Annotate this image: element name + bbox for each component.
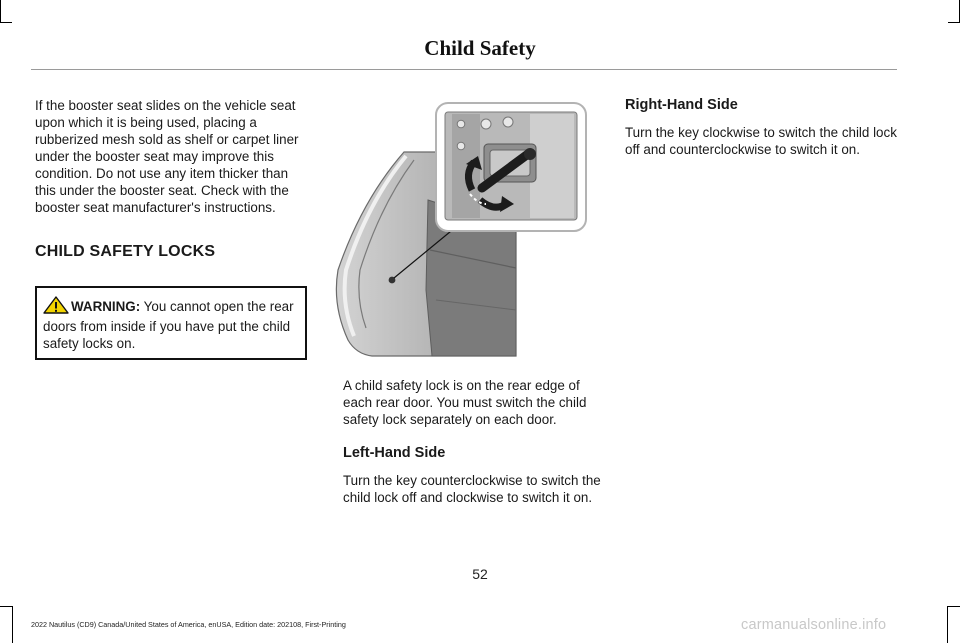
left-hand-side-text: Turn the key counterclockwise to switch the child lock off and clockwise to switch it on. xyxy=(343,473,601,505)
crop-mark xyxy=(12,606,13,643)
warning-text: You cannot open the rear doors from inside if you have put the child safety locks on. xyxy=(43,299,294,351)
section-heading: CHILD SAFETY LOCKS xyxy=(35,243,216,260)
left-column xyxy=(35,97,307,360)
left-hand-side-heading: Left-Hand Side xyxy=(343,445,446,461)
page-number: 52 xyxy=(472,566,488,582)
crop-mark xyxy=(948,606,960,607)
warning-triangle-icon xyxy=(43,296,69,318)
lock-location-paragraph: A child safety lock is on the rear edge of each rear door. You must switch the child safety lock separately on each door. xyxy=(343,378,587,427)
crop-mark xyxy=(948,22,960,23)
crop-mark xyxy=(0,606,12,607)
page-title: Child Safety xyxy=(424,36,536,60)
header-divider xyxy=(31,69,897,70)
right-column xyxy=(625,97,897,158)
right-hand-side-text: Turn the key clockwise to switch the child lock off and counterclockwise to switch it on. xyxy=(625,125,897,157)
watermark: carmanualsonline.info xyxy=(741,617,887,633)
middle-column xyxy=(343,377,605,506)
edition-footer: 2022 Nautilus (CD9) Canada/United States of America, enUSA, Edition date: 202108, First-Printing xyxy=(31,620,346,629)
crop-mark xyxy=(947,606,948,643)
crop-mark xyxy=(0,22,12,23)
warning-box xyxy=(35,286,307,360)
child-lock-illustration xyxy=(332,100,590,358)
right-hand-side-heading: Right-Hand Side xyxy=(625,97,738,113)
warning-label: WARNING: xyxy=(71,299,141,314)
booster-seat-paragraph: If the booster seat slides on the vehicle seat upon which it is being used, placing a rubberized mesh sold as shelf or carpet liner under the booster seat may improve this condition. Do not use any item thicker than this under the booster seat. Check with the booster seat manufacturer's instructions. xyxy=(35,98,299,215)
crop-mark xyxy=(0,0,1,22)
